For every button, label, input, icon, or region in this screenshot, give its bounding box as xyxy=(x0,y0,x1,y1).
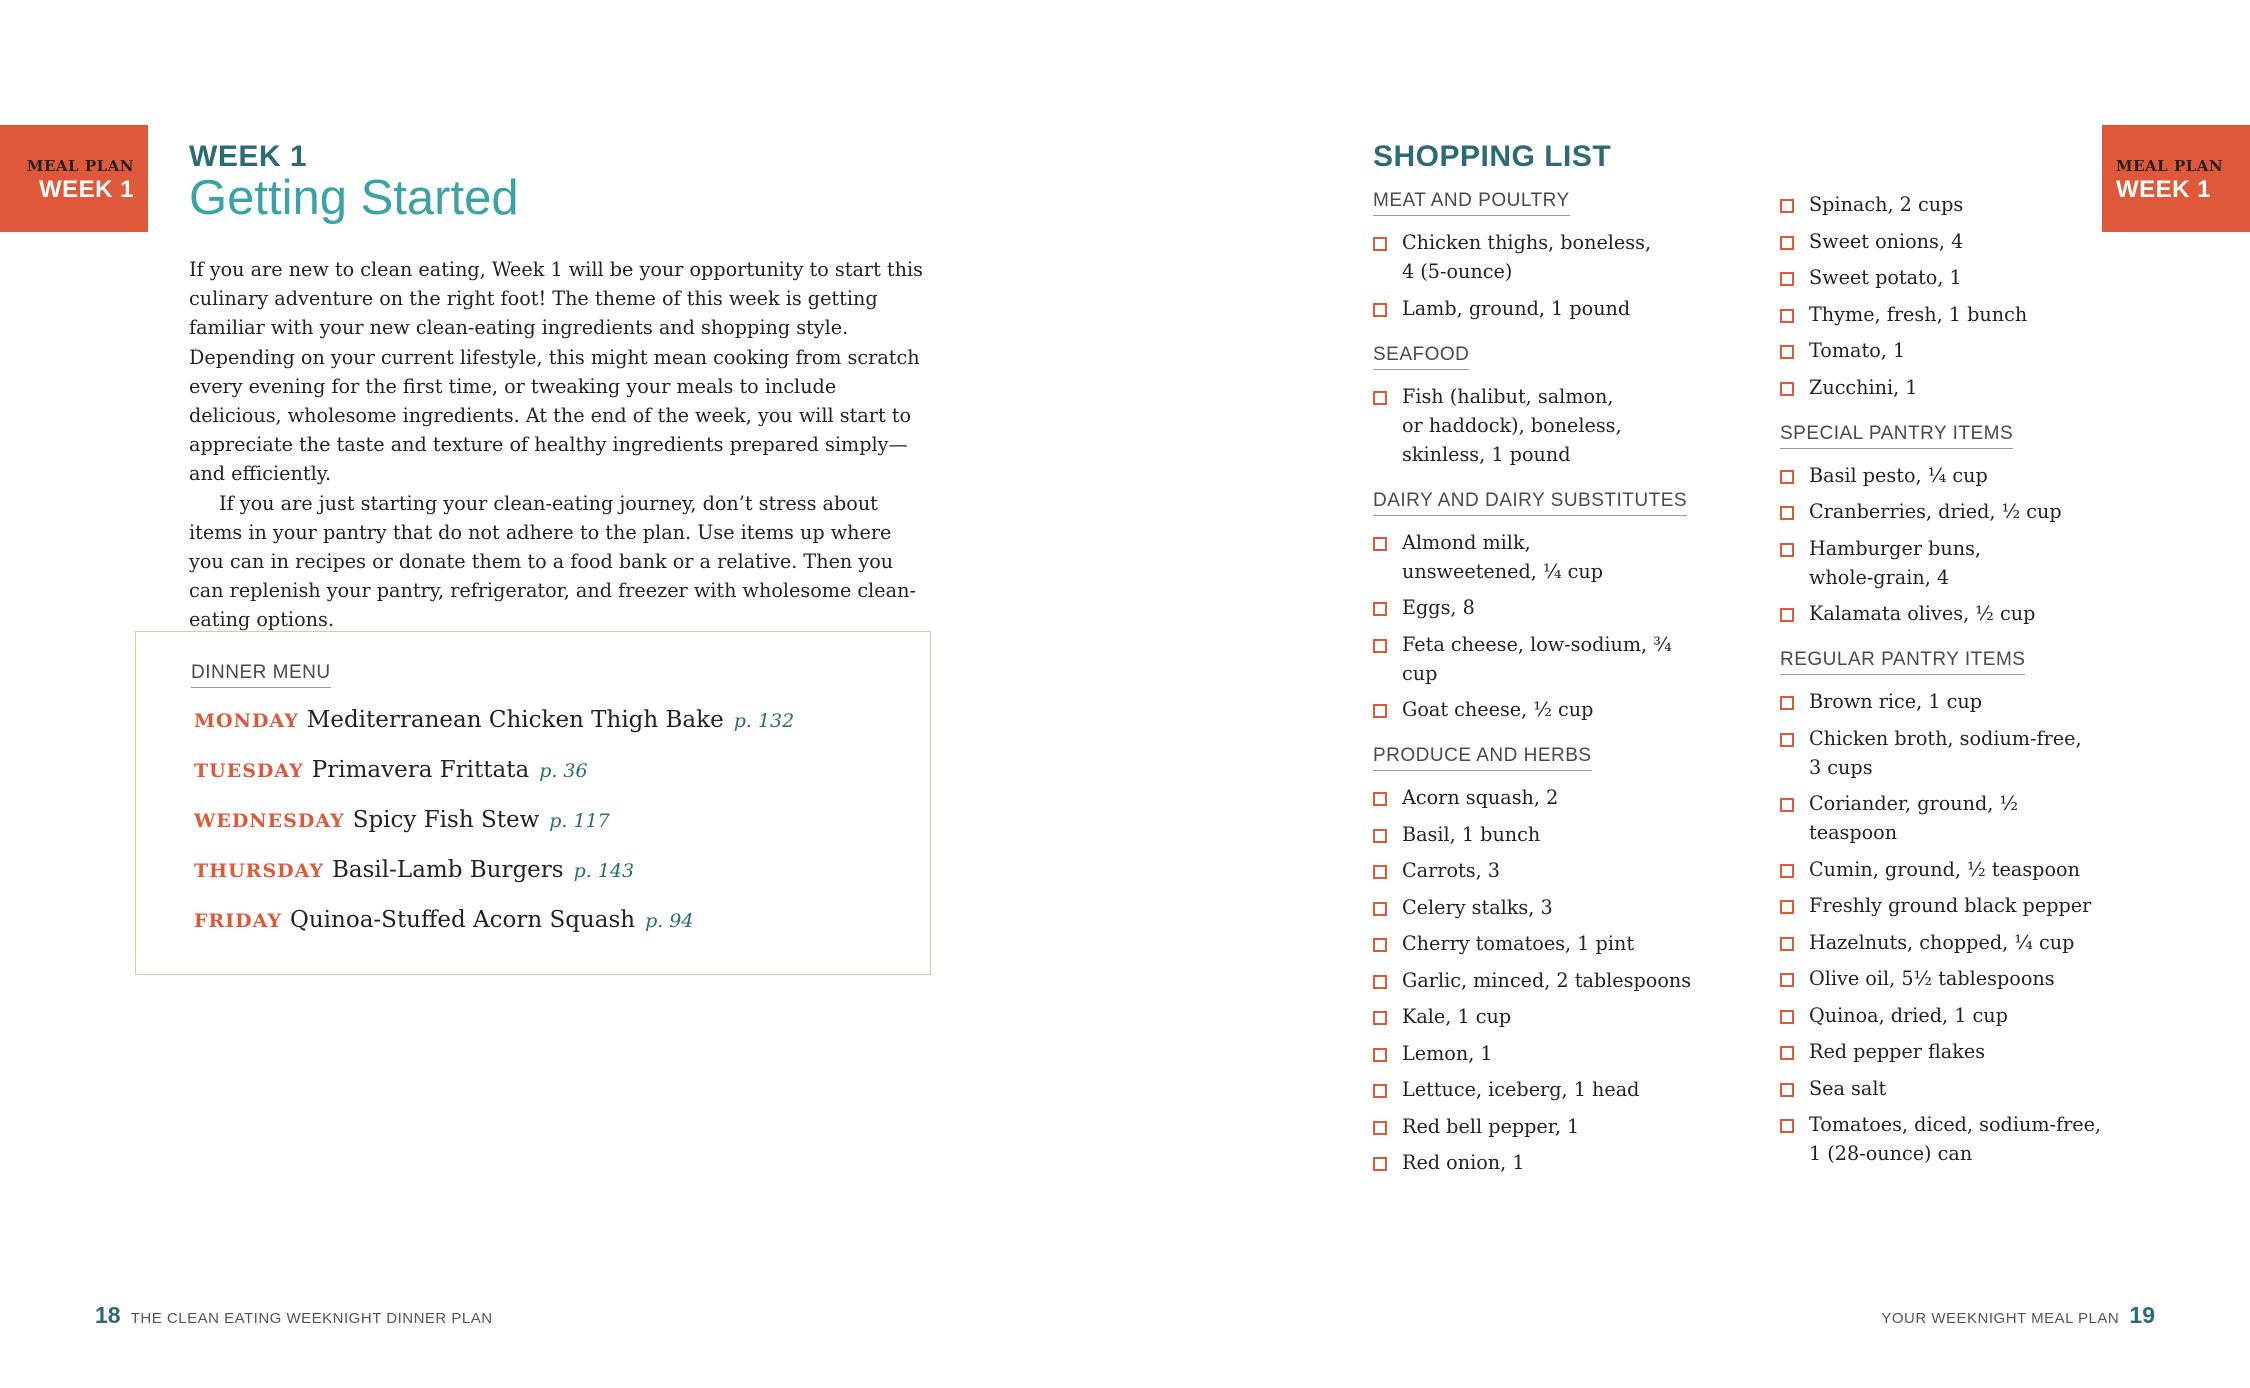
checkbox-icon[interactable] xyxy=(1373,1048,1387,1062)
checkbox-icon[interactable] xyxy=(1373,1084,1387,1098)
menu-day: WEDNESDAY xyxy=(194,810,345,832)
shopping-item-text: Fish (halibut, salmon, or haddock), boneless, skinless, 1 pound xyxy=(1402,384,1622,466)
menu-dish: Quinoa-Stuffed Acorn Squash xyxy=(290,907,636,933)
checkbox-icon[interactable] xyxy=(1373,537,1387,551)
checkbox-icon[interactable] xyxy=(1373,938,1387,952)
shopping-item-text: Quinoa, dried, 1 cup xyxy=(1809,1003,2008,1027)
checkbox-icon[interactable] xyxy=(1780,543,1794,557)
menu-day: THURSDAY xyxy=(194,860,325,882)
menu-day: FRIDAY xyxy=(194,910,283,932)
shopping-item-text: Chicken broth, sodium-free, 3 cups xyxy=(1809,726,2082,779)
checkbox-icon[interactable] xyxy=(1373,902,1387,916)
shopping-list-item xyxy=(1373,382,1703,469)
shopping-list-item xyxy=(1780,461,2110,490)
shopping-list-item xyxy=(1780,928,2110,957)
shopping-list-item xyxy=(1780,263,2110,292)
shopping-item-text: Feta cheese, low-sodium, ¾ cup xyxy=(1402,632,1672,685)
checkbox-icon[interactable] xyxy=(1373,391,1387,405)
tab-week-label: WEEK 1 xyxy=(38,176,134,203)
checkbox-icon[interactable] xyxy=(1780,973,1794,987)
checkbox-icon[interactable] xyxy=(1780,1083,1794,1097)
shopping-item-text: Thyme, fresh, 1 bunch xyxy=(1809,302,2028,326)
menu-dish: Primavera Frittata xyxy=(311,757,530,783)
shopping-item-text: Celery stalks, 3 xyxy=(1402,895,1553,919)
menu-row xyxy=(194,857,634,883)
shopping-section xyxy=(1373,344,1703,469)
shopping-list-item xyxy=(1373,528,1703,586)
shopping-item-text: Acorn squash, 2 xyxy=(1402,786,1559,809)
page-number: 18 xyxy=(95,1302,121,1328)
shopping-item-text: Basil, 1 bunch xyxy=(1402,822,1541,846)
shopping-item-text: Red pepper flakes xyxy=(1809,1040,1986,1063)
footer-left xyxy=(95,1302,493,1329)
shopping-item-text: Garlic, minced, 2 tablespoons xyxy=(1402,968,1692,992)
checkbox-icon[interactable] xyxy=(1780,733,1794,747)
shopping-item-text: Red onion, 1 xyxy=(1402,1151,1525,1174)
shopping-item-text: Lettuce, iceberg, 1 head xyxy=(1402,1078,1640,1101)
shopping-section xyxy=(1780,190,2110,402)
page-title: Getting Started xyxy=(189,171,519,225)
checkbox-icon[interactable] xyxy=(1780,236,1794,250)
dinner-menu-heading: DINNER MENU xyxy=(191,662,331,688)
shopping-list-item xyxy=(1780,534,2110,592)
checkbox-icon[interactable] xyxy=(1780,1010,1794,1024)
shopping-list-item xyxy=(1373,630,1703,688)
shopping-item-text: Cherry tomatoes, 1 pint xyxy=(1402,932,1635,955)
shopping-list-item xyxy=(1373,1112,1703,1141)
shopping-list-item xyxy=(1373,593,1703,622)
shopping-list-item xyxy=(1780,789,2110,847)
shopping-item-text: Chicken thighs, boneless, 4 (5-ounce) xyxy=(1402,231,1652,283)
menu-dish: Spicy Fish Stew xyxy=(352,807,540,833)
checkbox-icon[interactable] xyxy=(1373,639,1387,653)
shopping-section xyxy=(1780,423,2110,629)
shopping-item-text: Zucchini, 1 xyxy=(1809,375,1918,399)
shopping-list-item xyxy=(1780,855,2110,884)
running-footer: THE CLEAN EATING WEEKNIGHT DINNER PLAN xyxy=(130,1310,493,1327)
shopping-item-text: Tomatoes, diced, sodium-free, 1 (28-ounce) can xyxy=(1809,1113,2102,1165)
checkbox-icon[interactable] xyxy=(1373,1011,1387,1025)
footer-right xyxy=(1881,1302,2155,1329)
shopping-item-text: Tomato, 1 xyxy=(1809,339,1906,362)
shopping-item-text: Spinach, 2 cups xyxy=(1809,193,1964,216)
shopping-list-item xyxy=(1373,966,1703,995)
shopping-list-item xyxy=(1780,336,2110,365)
checkbox-icon[interactable] xyxy=(1780,798,1794,812)
intro-paragraph: If you are new to clean eating, Week 1 will be your opportunity to start this culinary adventure on the right foot! The theme of this week is getting familiar with your new clean-eating ingredients and shopping style. Depending on your current lifestyle, this might mean cooking from scratch every evening for the first time, or tweaking your meals to include delicious, wholesome ingredients. At the end of the week, you will start to appreciate the taste and texture of healthy ingredients prepared simply—and efficiently. xyxy=(189,258,923,486)
checkbox-icon[interactable] xyxy=(1780,272,1794,286)
shopping-item-text: Carrots, 3 xyxy=(1402,859,1500,882)
dinner-menu-box xyxy=(135,631,931,975)
checkbox-icon[interactable] xyxy=(1780,864,1794,878)
shopping-item-text: Kale, 1 cup xyxy=(1402,1005,1512,1028)
checkbox-icon[interactable] xyxy=(1780,937,1794,951)
shopping-item-text: Eggs, 8 xyxy=(1402,596,1475,619)
shopping-item-text: Olive oil, 5½ tablespoons xyxy=(1809,967,2055,990)
shopping-list-item xyxy=(1373,1002,1703,1031)
shopping-list-item xyxy=(1780,1074,2110,1103)
shopping-list-item xyxy=(1780,497,2110,526)
shopping-list-item xyxy=(1780,300,2110,329)
shopping-list-item xyxy=(1373,1039,1703,1068)
shopping-item-text: Coriander, ground, ½ teaspoon xyxy=(1809,792,2019,844)
shopping-section xyxy=(1373,745,1703,1177)
shopping-list-item xyxy=(1780,687,2110,716)
shopping-list-item xyxy=(1780,190,2110,219)
shopping-item-text: Sweet onions, 4 xyxy=(1809,229,1964,253)
shopping-item-text: Goat cheese, ½ cup xyxy=(1402,698,1594,721)
shopping-section-heading: DAIRY AND DAIRY SUBSTITUTES xyxy=(1373,490,1687,516)
shopping-item-text: Lamb, ground, 1 pound xyxy=(1402,296,1631,320)
shopping-item-text: Hazelnuts, chopped, ¼ cup xyxy=(1809,930,2075,954)
checkbox-icon[interactable] xyxy=(1780,1119,1794,1133)
shopping-column-1 xyxy=(1373,190,1703,1198)
shopping-list-item xyxy=(1780,1001,2110,1030)
shopping-list-item xyxy=(1373,820,1703,849)
intro-text xyxy=(189,255,929,635)
menu-page-ref: p. 94 xyxy=(645,910,694,932)
shopping-section xyxy=(1780,649,2110,1168)
checkbox-icon[interactable] xyxy=(1780,506,1794,520)
page-number: 19 xyxy=(2129,1302,2155,1328)
menu-row xyxy=(194,707,794,733)
checkbox-icon[interactable] xyxy=(1373,1157,1387,1171)
shopping-list-item xyxy=(1780,227,2110,256)
shopping-list-item xyxy=(1780,724,2110,782)
shopping-list-item xyxy=(1780,1037,2110,1066)
shopping-item-text: Almond milk, unsweetened, ¼ cup xyxy=(1402,530,1604,583)
checkbox-icon[interactable] xyxy=(1373,237,1387,251)
checkbox-icon[interactable] xyxy=(1373,975,1387,989)
checkbox-icon[interactable] xyxy=(1373,1121,1387,1135)
checkbox-icon[interactable] xyxy=(1373,792,1387,806)
shopping-item-text: Red bell pepper, 1 xyxy=(1402,1114,1580,1138)
shopping-item-text: Kalamata olives, ½ cup xyxy=(1809,602,2036,625)
shopping-list-item xyxy=(1373,695,1703,724)
shopping-item-text: Lemon, 1 xyxy=(1402,1041,1493,1065)
tab-small-label: MEAL PLAN xyxy=(2116,157,2224,175)
shopping-list-item xyxy=(1373,929,1703,958)
shopping-section xyxy=(1373,490,1703,725)
checkbox-icon[interactable] xyxy=(1780,470,1794,484)
shopping-section-heading: REGULAR PANTRY ITEMS xyxy=(1780,649,2025,675)
shopping-list-item xyxy=(1780,1110,2110,1168)
week-label: WEEK 1 xyxy=(189,140,308,173)
shopping-item-text: Freshly ground black pepper xyxy=(1809,894,2092,917)
menu-row xyxy=(194,807,610,833)
checkbox-icon[interactable] xyxy=(1780,345,1794,359)
checkbox-icon[interactable] xyxy=(1780,900,1794,914)
menu-row xyxy=(194,757,588,783)
checkbox-icon[interactable] xyxy=(1373,303,1387,317)
checkbox-icon[interactable] xyxy=(1780,608,1794,622)
checkbox-icon[interactable] xyxy=(1373,829,1387,843)
menu-page-ref: p. 117 xyxy=(549,810,610,832)
intro-paragraph: If you are just starting your clean-eating journey, don’t stress about items in your pantry that do not adhere to the plan. Use items up where you can in recipes or donate them to a food bank or a relative. Then you can replenish your pantry, refrigerator, and freezer with wholesome clean-eating options. xyxy=(189,491,916,632)
shopping-item-text: Cumin, ground, ½ teaspoon xyxy=(1809,857,2080,881)
shopping-section-heading: SEAFOOD xyxy=(1373,344,1469,370)
checkbox-icon[interactable] xyxy=(1780,382,1794,396)
shopping-item-text: Hamburger buns, whole-grain, 4 xyxy=(1809,536,1982,589)
shopping-list-item xyxy=(1780,964,2110,993)
shopping-list-item xyxy=(1780,891,2110,920)
shopping-column-2 xyxy=(1780,190,2110,1189)
shopping-list-item xyxy=(1373,783,1703,812)
shopping-list-item xyxy=(1373,1075,1703,1104)
checkbox-icon[interactable] xyxy=(1780,696,1794,710)
shopping-list-item xyxy=(1780,599,2110,628)
checkbox-icon[interactable] xyxy=(1780,199,1794,213)
shopping-list-item xyxy=(1373,1148,1703,1177)
checkbox-icon[interactable] xyxy=(1780,309,1794,323)
shopping-list-item xyxy=(1373,856,1703,885)
menu-day: TUESDAY xyxy=(194,760,304,782)
shopping-list-item xyxy=(1373,294,1703,323)
menu-day: MONDAY xyxy=(194,710,299,732)
tab-week-label: WEEK 1 xyxy=(2116,176,2212,203)
shopping-section-heading: SPECIAL PANTRY ITEMS xyxy=(1780,423,2013,449)
checkbox-icon[interactable] xyxy=(1373,704,1387,718)
menu-dish: Mediterranean Chicken Thigh Bake xyxy=(306,707,724,733)
shopping-item-text: Basil pesto, ¼ cup xyxy=(1809,463,1988,487)
shopping-item-text: Brown rice, 1 cup xyxy=(1809,690,1983,713)
shopping-list-item xyxy=(1373,228,1703,286)
shopping-list-title: SHOPPING LIST xyxy=(1373,140,1612,173)
menu-page-ref: p. 36 xyxy=(539,760,588,782)
running-footer: YOUR WEEKNIGHT MEAL PLAN xyxy=(1881,1310,2120,1327)
menu-row xyxy=(194,907,693,933)
checkbox-icon[interactable] xyxy=(1373,865,1387,879)
shopping-item-text: Sea salt xyxy=(1809,1076,1887,1100)
meal-plan-tab-left xyxy=(0,125,148,232)
checkbox-icon[interactable] xyxy=(1373,602,1387,616)
tab-small-label: MEAL PLAN xyxy=(26,157,134,175)
menu-dish: Basil-Lamb Burgers xyxy=(332,857,564,883)
shopping-list-item xyxy=(1373,893,1703,922)
meal-plan-tab-right xyxy=(2102,125,2250,232)
shopping-section xyxy=(1373,190,1703,323)
shopping-item-text: Sweet potato, 1 xyxy=(1809,266,1962,289)
menu-page-ref: p. 132 xyxy=(733,710,795,732)
shopping-list-item xyxy=(1780,373,2110,402)
menu-page-ref: p. 143 xyxy=(573,860,635,882)
shopping-item-text: Cranberries, dried, ½ cup xyxy=(1809,500,2062,523)
checkbox-icon[interactable] xyxy=(1780,1046,1794,1060)
shopping-section-heading: PRODUCE AND HERBS xyxy=(1373,745,1592,771)
shopping-section-heading: MEAT AND POULTRY xyxy=(1373,190,1570,216)
